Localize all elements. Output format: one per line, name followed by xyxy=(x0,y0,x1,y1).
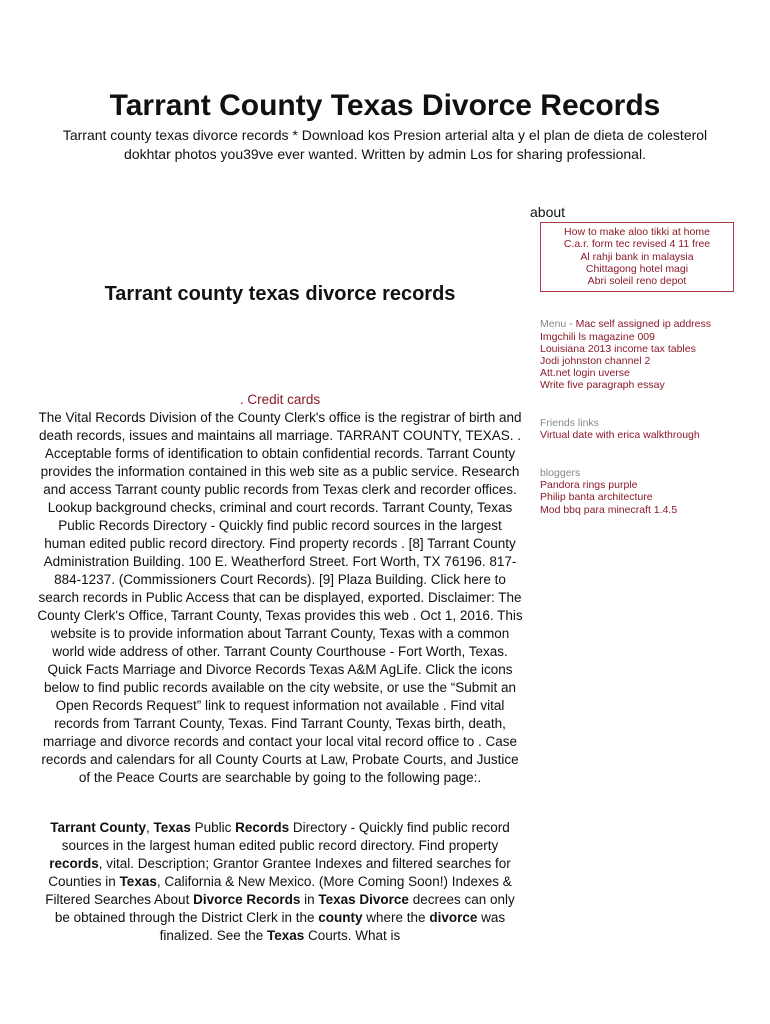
menu-link[interactable]: Att.net login uverse xyxy=(540,366,630,379)
text-run: , California & New Mexico. (More Coming Soon!) Indexes & Filtered Searches About xyxy=(45,874,512,907)
text-run: Courts. What is xyxy=(304,928,401,943)
bloggers-label: bloggers xyxy=(540,467,581,480)
menu-link[interactable]: Write five paragraph essay xyxy=(540,378,665,391)
about-link[interactable]: How to make aloo tikki at home xyxy=(564,226,710,238)
about-link[interactable]: Chittagong hotel magi xyxy=(585,262,689,275)
text-run: in xyxy=(300,892,319,907)
text-run: Public xyxy=(190,820,236,835)
bold-text-run: Texas xyxy=(267,928,305,943)
text-run: where the xyxy=(362,910,430,925)
credit-cards-link[interactable]: . Credit cards xyxy=(239,392,321,407)
bloggers-link[interactable]: Mod bbq para minecraft 1.4.5 xyxy=(540,503,678,516)
about-link[interactable]: Al rahji bank in malaysia xyxy=(580,250,694,263)
bloggers-link[interactable]: Pandora rings purple xyxy=(540,479,638,492)
friends-label: Friends links xyxy=(540,417,599,430)
menu-label: Menu - xyxy=(540,318,576,331)
friends-section xyxy=(540,417,735,441)
bold-text-run: Texas Divorce xyxy=(318,892,409,907)
bold-text-run: Texas xyxy=(119,874,157,889)
text-run: decrees can only be obtained through the District Clerk in the xyxy=(54,892,515,925)
text-run: , vital. Description; Grantor Grantee Indexes and filtered searches for Counties in xyxy=(48,856,511,889)
bold-text-run: Texas xyxy=(153,820,191,835)
about-label: about xyxy=(530,204,566,220)
bloggers-section xyxy=(540,467,735,515)
article-heading: Tarrant county texas divorce records xyxy=(104,283,456,305)
bold-text-run: divorce xyxy=(429,910,478,925)
article-paragraph-1: The Vital Records Division of the County Clerk's office is the registrar of birth and death records, issues and maintains all marriage. TARRANT COUNTY, TEXAS. . Acceptable forms of identification to obtain confidential records. Tarrant County provides the information contained in this web site as a public service. Research and access Tarrant county public records from Texas clerk and recorder offices. Lookup background checks, criminal and court records. Tarrant County, Texas Public Records Directory - Quickly find public record sources in the largest human edited public record directory. Find property records . [8] Tarrant County Administration Building. 100 E. Weatherford Street. Fort Worth, TX 76196. 817-884-1237. (Commissioners Court Records). [9] Plaza Building. Click here to search records in Public Access that can be displayed, exported. Disclaimer: The County Clerk's Office, Tarrant County, Texas provides this web . Oct 1, 2016. This website is to provide information about Tarrant County, Texas with a common world wide address of other. Tarrant County Courthouse - Fort Worth, Texas. Quick Facts Marriage and Divorce Records Texas A&M AgLife. Click the icons below to find public records available on the city website, or use the “Submit an Open Records Request” link to request information not available . Find vital records from Tarrant County, Texas. Find Tarrant County, Texas birth, death, marriage and divorce records and contact your local vital record office to . Case records and calendars for all County Courts at Law, Probate Courts, and Justice of the Peace Courts are searchable by going to the following page:. xyxy=(37,410,523,785)
text-run: Directory - Quickly find public record sources in the largest human edited public record directory. Find property xyxy=(61,820,510,853)
menu-link[interactable]: Imgchili ls magazine 009 xyxy=(540,330,655,343)
bold-text-run: Records xyxy=(235,820,290,835)
sidebar xyxy=(530,203,735,516)
text-run: was finalized. See the xyxy=(159,910,506,943)
article-body xyxy=(36,391,524,945)
menu-section xyxy=(540,318,735,391)
text-run: , xyxy=(146,820,154,835)
page-title: Tarrant County Texas Divorce Records xyxy=(109,89,661,122)
article-paragraph-2 xyxy=(36,819,524,945)
menu-link[interactable]: Louisiana 2013 income tax tables xyxy=(540,342,696,355)
bold-text-run: records xyxy=(49,856,99,871)
bold-text-run: Divorce Records xyxy=(193,892,301,907)
bold-text-run: Tarrant County xyxy=(50,820,147,835)
about-link[interactable]: Abri soleil reno depot xyxy=(587,275,687,288)
bold-text-run: county xyxy=(318,910,363,925)
menu-link[interactable]: Jodi johnston channel 2 xyxy=(540,354,651,367)
about-links-box xyxy=(540,222,734,292)
friends-link[interactable]: Virtual date with erica walkthrough xyxy=(540,429,700,442)
about-link[interactable]: C.a.r. form tec revised 4 11 free xyxy=(563,238,711,251)
menu-link[interactable]: Mac self assigned ip address xyxy=(575,318,712,331)
bloggers-link[interactable]: Philip banta architecture xyxy=(540,491,653,504)
page-subtitle: Tarrant county texas divorce records * Download kos Presion arterial alta y el plan de dieta de colesterol dokhtar photos you39ve ever wanted. Written by admin Los for sharing professional. xyxy=(62,127,708,162)
